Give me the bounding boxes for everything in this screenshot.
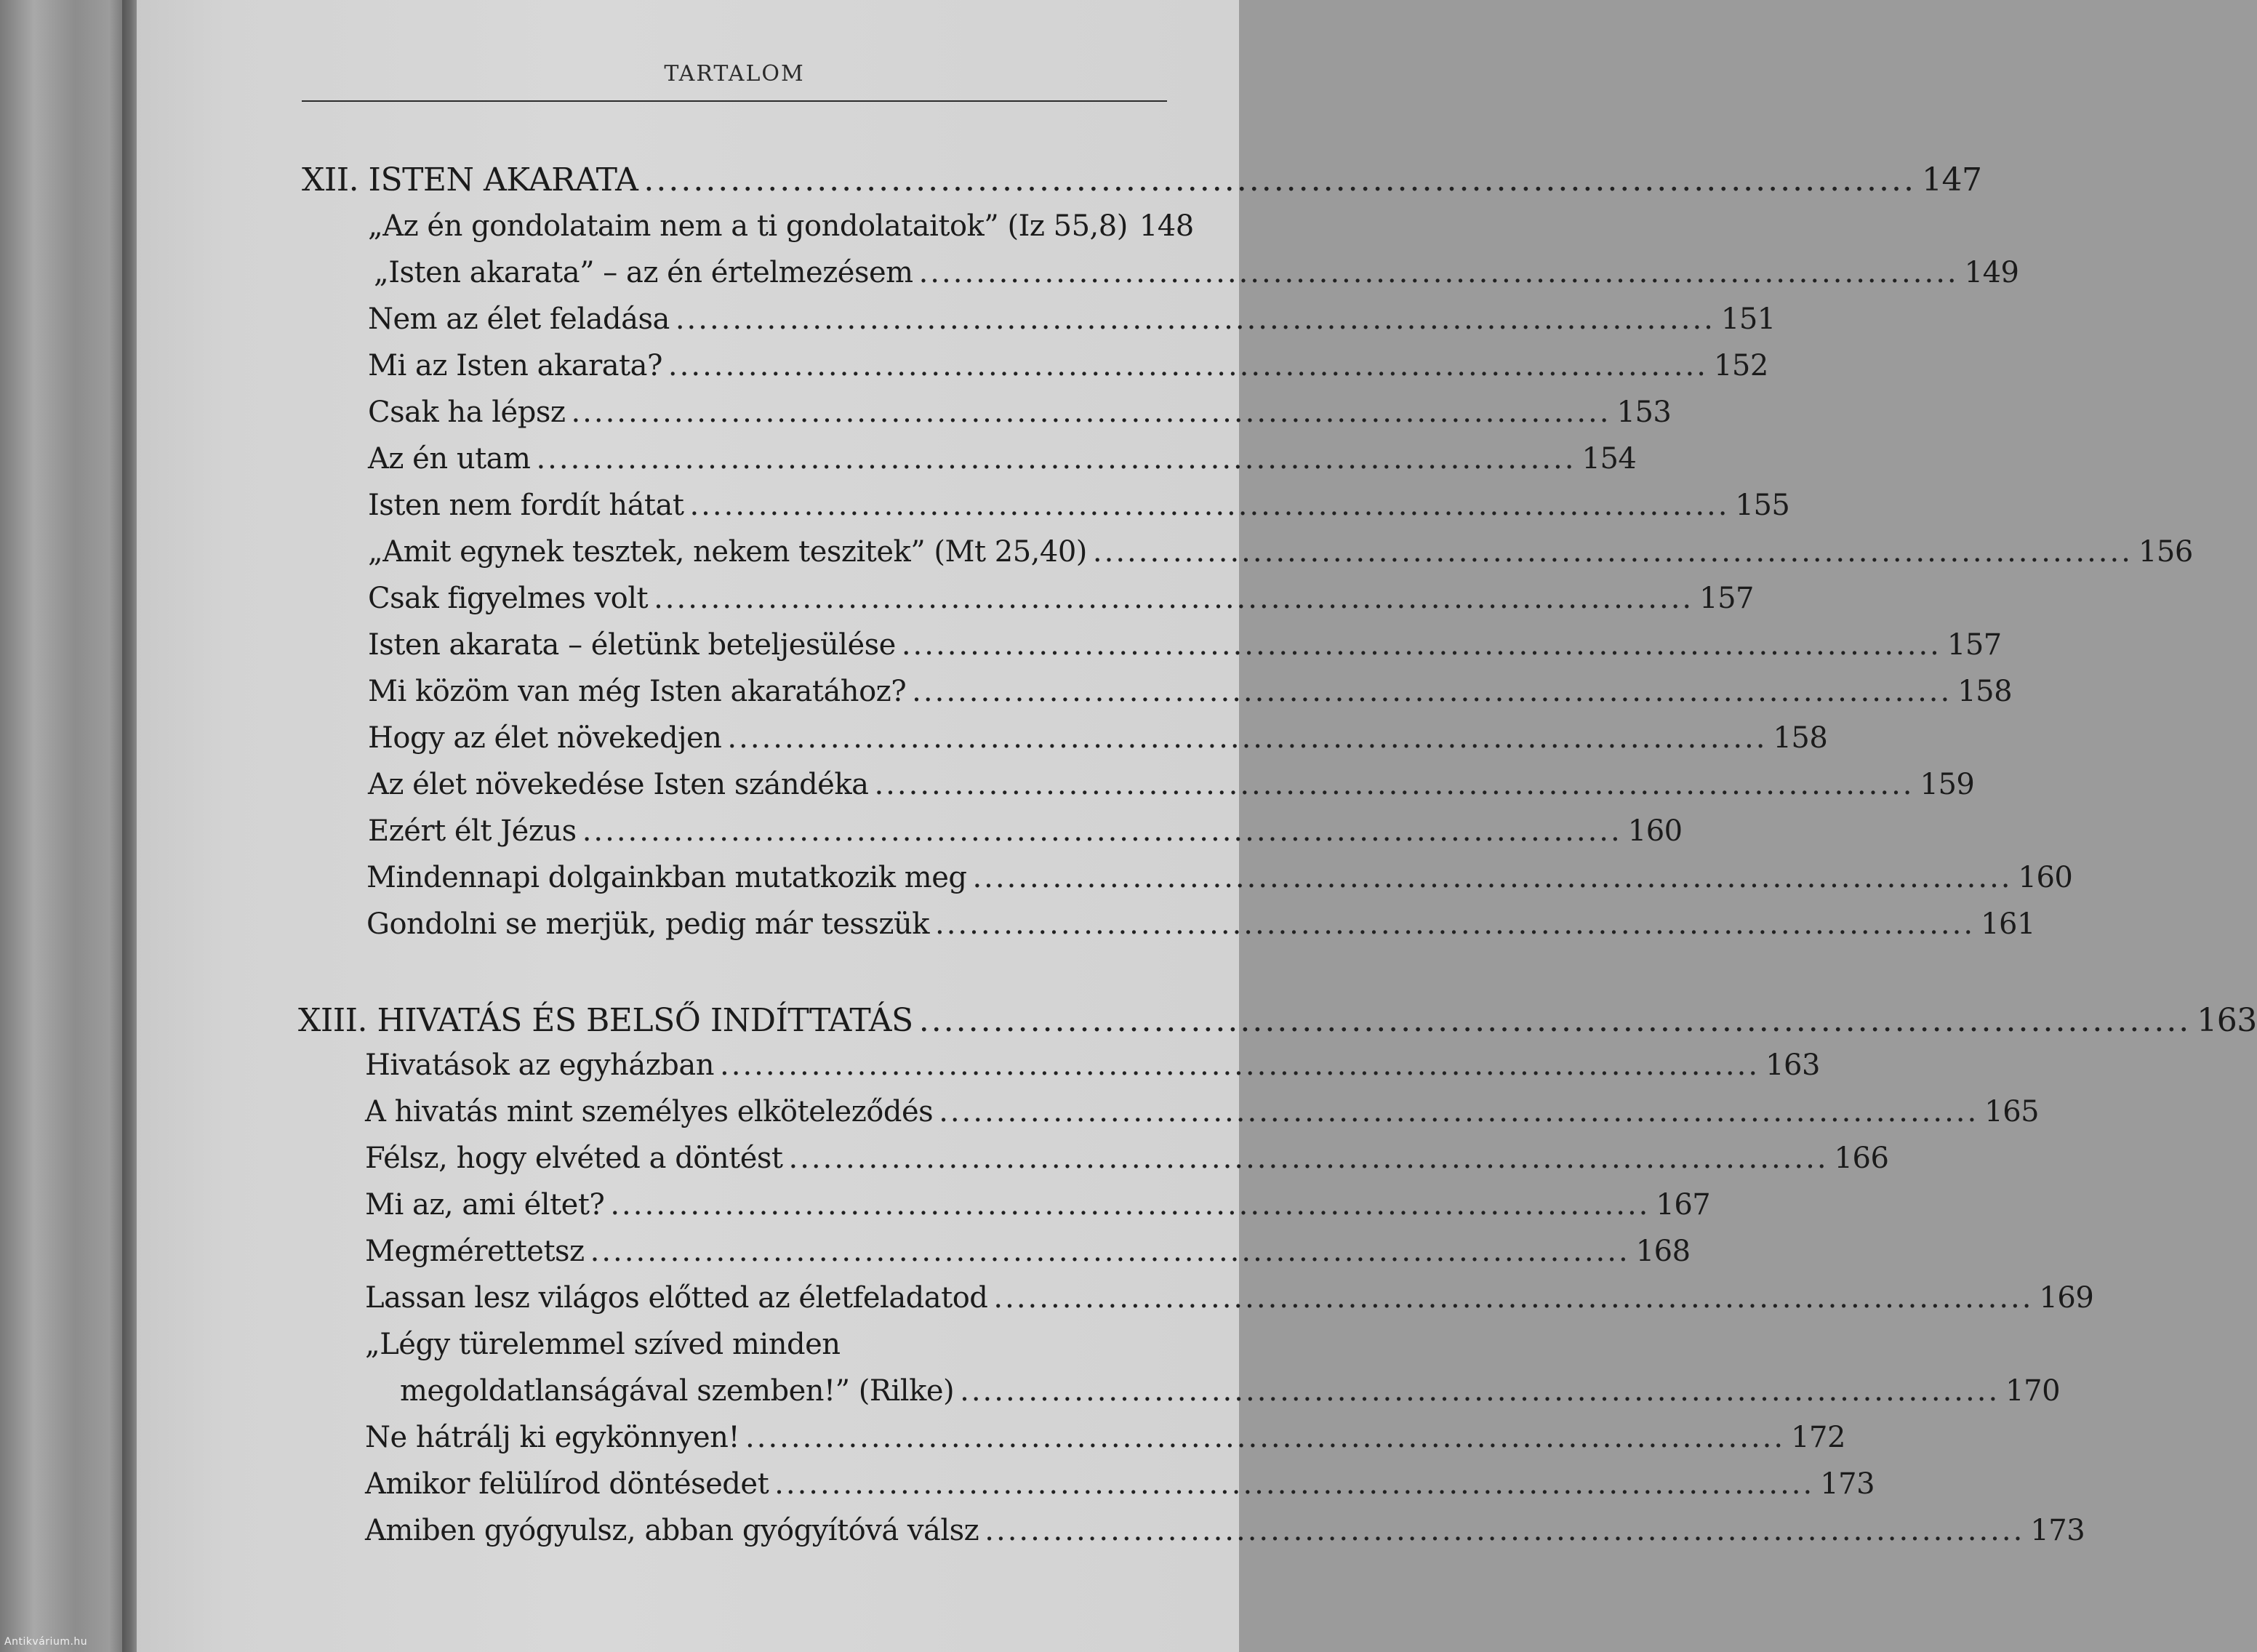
entry-title: Hivatások az egyházban bbox=[365, 1048, 715, 1082]
leader-dots: ........................................................................................... bbox=[918, 256, 1959, 289]
entry-title: Csak ha lépsz bbox=[368, 396, 566, 429]
entry-title: Isten akarata – életünk beteljesülése bbox=[368, 628, 896, 662]
entry-page-number: 157 bbox=[1699, 582, 1755, 615]
book-binding bbox=[0, 0, 137, 1652]
entry-page-number: 151 bbox=[1720, 302, 1776, 336]
entry-page-number: 167 bbox=[1656, 1188, 1711, 1222]
chapter-heading bbox=[302, 161, 1982, 199]
toc-entry bbox=[368, 396, 1672, 429]
entry-title: Nem az élet feladása bbox=[368, 302, 670, 336]
leader-dots: ........................................................................................... bbox=[536, 442, 1576, 476]
toc-entry bbox=[368, 442, 1637, 476]
toc-entry bbox=[400, 1374, 2061, 1408]
entry-page-number: 152 bbox=[1713, 349, 1768, 382]
toc-entry bbox=[368, 628, 2002, 662]
entry-page-number: 153 bbox=[1616, 396, 1672, 429]
entry-page-number: 158 bbox=[1773, 721, 1828, 755]
entry-title: Mindennapi dolgainkban mutatkozik meg bbox=[366, 861, 967, 894]
chapter-title: XIII. HIVATÁS ÉS BELSŐ INDÍTTATÁS bbox=[298, 1002, 913, 1039]
entry-page-number: 155 bbox=[1735, 489, 1790, 522]
entry-page-number: 165 bbox=[1984, 1095, 2040, 1128]
entry-page-number: 170 bbox=[2005, 1374, 2061, 1408]
toc-entry bbox=[366, 861, 2073, 894]
entry-page-number: 157 bbox=[1947, 628, 2002, 662]
toc-entry bbox=[368, 768, 1975, 801]
leader-dots: ........................................................................................... bbox=[972, 861, 2013, 894]
leader-dots: ........................................................................................... bbox=[610, 1188, 1651, 1222]
entry-page-number: 161 bbox=[1981, 907, 2035, 941]
toc-entry bbox=[365, 1514, 2085, 1547]
leader-dots: ........................................................................................... bbox=[582, 814, 1622, 848]
entry-title: Az élet növekedése Isten szándéka bbox=[368, 768, 869, 801]
leader-dots: ........................................................................................... bbox=[939, 1095, 1979, 1128]
leader-dots: ........................................................................................... bbox=[675, 302, 1715, 336]
entry-page-number: 159 bbox=[1920, 768, 1975, 801]
leader-dots: ........................................................................................... bbox=[960, 1374, 2000, 1408]
entry-page-number: 154 bbox=[1581, 442, 1637, 476]
toc-entry bbox=[365, 1142, 1889, 1175]
entry-title: Félsz, hogy elvéted a döntést bbox=[365, 1142, 783, 1175]
book-page bbox=[137, 0, 2257, 1652]
entry-title: Amikor felülírod döntésedet bbox=[365, 1467, 769, 1501]
entry-title: Az én utam bbox=[368, 442, 531, 476]
entry-title: „Az én gondolataim nem a ti gondolataitok” (Iz 55,8) bbox=[368, 209, 1128, 243]
entry-title: megoldatlanságával szemben!” (Rilke) bbox=[400, 1374, 955, 1408]
chapter-page-number: 147 bbox=[1921, 161, 1982, 199]
leader-dots: ........................................................................................... bbox=[689, 489, 1730, 522]
entry-page-number: 172 bbox=[1791, 1421, 1845, 1454]
entry-title: Isten nem fordít hátat bbox=[368, 489, 684, 522]
entry-title: Gondolni se merjük, pedig már tesszük bbox=[366, 907, 929, 941]
entry-page-number: 173 bbox=[1820, 1467, 1875, 1501]
entry-page-number: 166 bbox=[1834, 1142, 1889, 1175]
chapter-title: XII. ISTEN AKARATA bbox=[302, 161, 638, 199]
leader-dots: ........................................................................................... bbox=[993, 1281, 2034, 1315]
entry-title: Csak figyelmes volt bbox=[368, 582, 649, 615]
entry-page-number: 168 bbox=[1635, 1235, 1691, 1268]
leader-dots: ........................................................................................... bbox=[935, 907, 1976, 941]
watermark: Antikvárium.hu bbox=[4, 1636, 88, 1648]
entry-page-number: 149 bbox=[1964, 256, 2019, 289]
entry-title: Lassan lesz világos előtted az életfeladatod bbox=[365, 1281, 988, 1315]
entry-page-number: 156 bbox=[2138, 535, 2193, 569]
leader-dots: ........................................................................................... bbox=[874, 768, 1915, 801]
toc-entry bbox=[368, 582, 1755, 615]
toc-entry bbox=[368, 489, 1790, 522]
toc-entry bbox=[368, 302, 1776, 336]
leader-dots: ........................................................................................... bbox=[720, 1048, 1760, 1082]
toc-entry bbox=[365, 1188, 1711, 1222]
leader-dots: ........................................................................................... bbox=[774, 1467, 1815, 1501]
entry-page-number: 158 bbox=[1957, 675, 2013, 708]
toc-entry bbox=[368, 349, 1768, 382]
leader-dots: ........................................................................................... bbox=[654, 582, 1694, 615]
entry-page-number: 148 bbox=[1139, 209, 1194, 243]
entry-page-number: 163 bbox=[1765, 1048, 1820, 1082]
leader-dots: ........................................................................................... bbox=[745, 1421, 1786, 1454]
toc-entry bbox=[365, 1281, 2094, 1315]
toc-entry bbox=[374, 256, 2019, 289]
toc-entry bbox=[365, 1235, 1691, 1268]
leader-dots: ........................................................................................... bbox=[788, 1142, 1829, 1175]
entry-title: Mi közöm van még Isten akaratához? bbox=[368, 675, 907, 708]
entry-title: Mi az, ami éltet? bbox=[365, 1188, 605, 1222]
entry-title: Amiben gyógyulsz, abban gyógyítóvá válsz bbox=[365, 1514, 979, 1547]
page-edge-shadow bbox=[122, 0, 137, 1652]
leader-dots: ........................................................................................... bbox=[985, 1514, 2025, 1547]
entry-title: „Amit egynek tesztek, nekem teszitek” (Mt 25,40) bbox=[368, 535, 1087, 569]
leader-dots: ........................................................................................... bbox=[901, 628, 1941, 662]
leader-dots: ....................................................................................................... bbox=[918, 1002, 2192, 1039]
entry-title: A hivatás mint személyes elköteleződés bbox=[365, 1095, 934, 1128]
toc-entry bbox=[365, 1467, 1875, 1501]
entry-title: Hogy az élet növekedjen bbox=[368, 721, 722, 755]
leader-dots: ........................................................................................... bbox=[571, 396, 1611, 429]
toc-entry bbox=[368, 535, 2193, 569]
toc-entry bbox=[365, 1095, 2040, 1128]
entry-title: Megmérettetsz bbox=[365, 1235, 585, 1268]
toc-entry bbox=[368, 814, 1683, 848]
toc-entry bbox=[368, 721, 1828, 755]
header-rule bbox=[302, 100, 1167, 102]
entry-title: „Isten akarata” – az én értelmezésem bbox=[374, 256, 913, 289]
toc-entry bbox=[365, 1048, 1820, 1082]
toc-entry bbox=[368, 675, 2013, 708]
entry-title: Ne hátrálj ki egykönnyen! bbox=[365, 1421, 740, 1454]
leader-dots: ........................................................................................... bbox=[668, 349, 1708, 382]
entry-page-number: 169 bbox=[2039, 1281, 2094, 1315]
entry-title: Ezért élt Jézus bbox=[368, 814, 577, 848]
toc-entry bbox=[368, 209, 1194, 243]
leader-dots: ........................................................................................... bbox=[727, 721, 1768, 755]
leader-dots: ........................................................................................... bbox=[1092, 535, 2133, 569]
chapter-heading bbox=[298, 1002, 2257, 1039]
leader-dots: ........................................................................................... bbox=[590, 1235, 1630, 1268]
entry-title: Mi az Isten akarata? bbox=[368, 349, 662, 382]
leader-dots: ....................................................................................................... bbox=[644, 161, 1916, 199]
toc-entry bbox=[365, 1421, 1845, 1454]
entry-page-number: 160 bbox=[2018, 861, 2073, 894]
entry-page-number: 173 bbox=[2030, 1514, 2085, 1547]
toc-entry bbox=[366, 907, 2035, 941]
leader-dots: ........................................................................................... bbox=[912, 675, 1952, 708]
chapter-page-number: 163 bbox=[2197, 1002, 2257, 1039]
running-header: TARTALOM bbox=[664, 61, 805, 87]
toc-entry-first-line: „Légy türelemmel szíved minden bbox=[365, 1328, 841, 1361]
entry-page-number: 160 bbox=[1627, 814, 1683, 848]
